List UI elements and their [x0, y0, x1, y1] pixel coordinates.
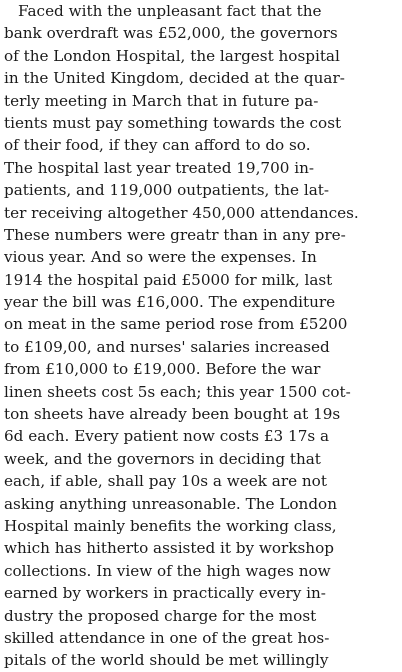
text-line: week, and the governors in deciding that [4, 449, 321, 468]
text-line: pitals of the world should be met willingly [4, 651, 329, 670]
text-line: 1914 the hospital paid £5000 for milk, last [4, 270, 333, 289]
text-line: each, if able, shall pay 10s a week are not [4, 472, 327, 491]
text-line: vious year. And so were the expenses. In [4, 248, 317, 267]
text-line: 6d each. Every patient now costs £3 17s a [4, 427, 330, 446]
text-line: ter receiving altogether 450,000 attendances. [4, 203, 359, 222]
text-line: which has hitherto assisted it by workshop [4, 539, 334, 558]
text-line: in the United Kingdom, decided at the quar- [4, 69, 345, 88]
article-text [4, 0, 400, 672]
text-line: These numbers were greatr than in any pre- [4, 225, 346, 244]
text-line: on meat in the same period rose from £5200 [4, 315, 348, 334]
text-line: Faced with the unpleasant fact that the [18, 2, 322, 20]
text-line: ton sheets have already been bought at 19s [4, 405, 341, 424]
text-line: skilled attendance in one of the great hos- [4, 628, 330, 647]
text-line: to £109,00, and nurses' salaries increased [4, 337, 330, 356]
text-line: year the bill was £16,000. The expenditure [4, 293, 336, 312]
text-line: collections. In view of the high wages now [4, 561, 331, 580]
text-line: asking anything unreasonable. The London [4, 494, 337, 513]
text-line: dustry the proposed charge for the most [4, 606, 317, 625]
text-line: earned by workers in practically every in- [4, 584, 326, 603]
text-line: from £10,000 to £19,000. Before the war [4, 360, 321, 379]
text-line: The hospital last year treated 19,700 in- [4, 158, 315, 177]
text-line: terly meeting in March that in future pa- [4, 91, 319, 110]
text-line: patients, and 119,000 outpatients, the lat- [4, 181, 330, 200]
text-line: Hospital mainly benefits the working class, [4, 516, 337, 535]
text-line: bank overdraft was £52,000, the governors [4, 24, 338, 43]
text-line: linen sheets cost 5s each; this year 1500 cot- [4, 382, 351, 401]
text-line: of their food, if they can afford to do so. [4, 136, 311, 155]
text-line: tients must pay something towards the cost [4, 113, 342, 132]
text-line: of the London Hospital, the largest hospital [4, 46, 340, 65]
